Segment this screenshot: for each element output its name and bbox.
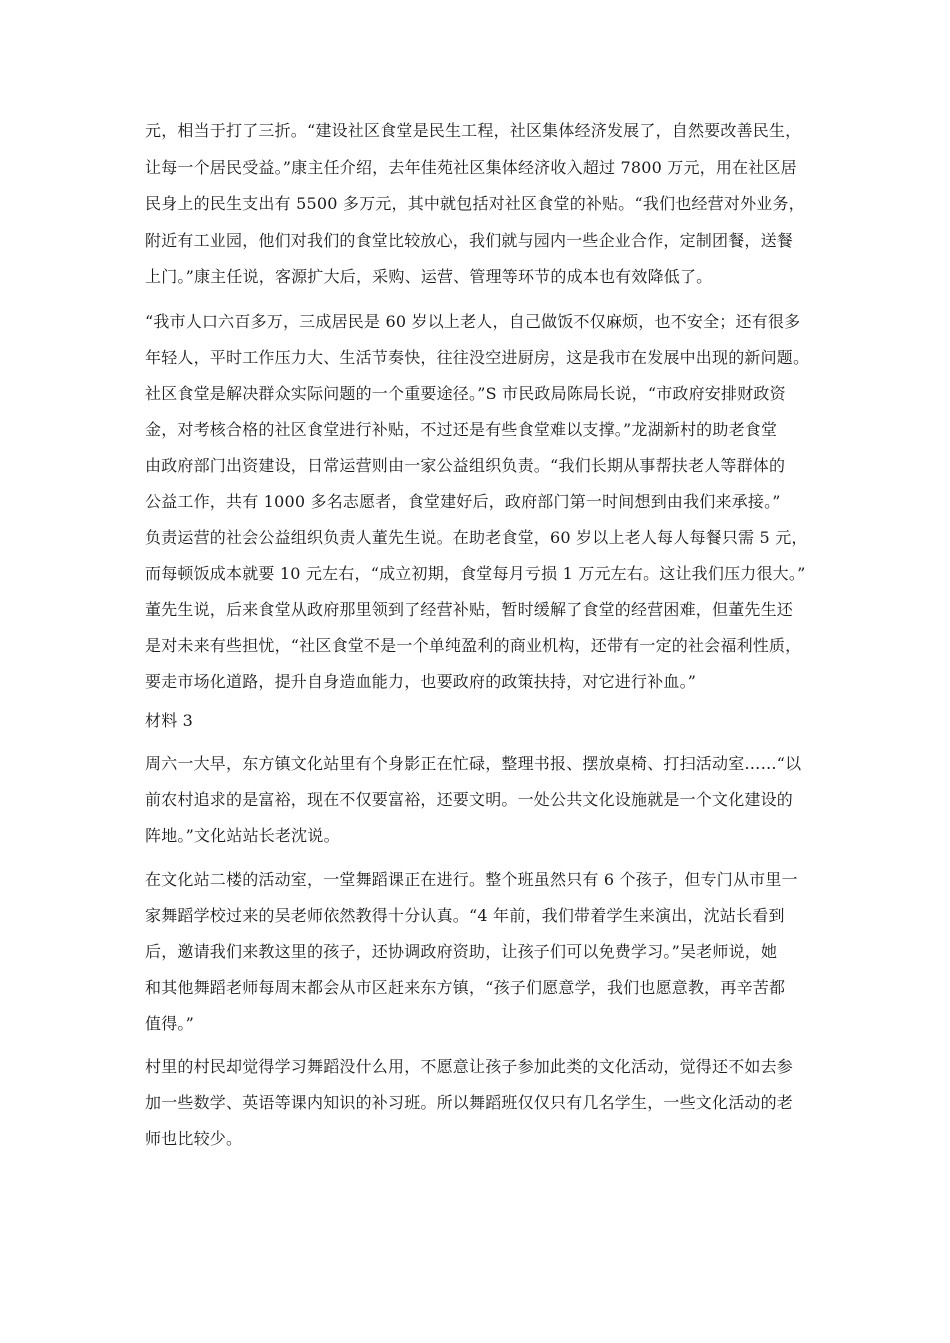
text-line: 阵地。”文化站站长老沈说。 — [145, 826, 340, 845]
text-line: 让每一个居民受益。”康主任介绍，去年佳苑社区集体经济收入超过 7800 万元，用在社区居 — [145, 158, 797, 177]
text-line: 加一些数学、英语等课内知识的补习班。所以舞蹈班仅仅只有几名学生，一些文化活动的老 — [145, 1093, 794, 1112]
text-line: 附近有工业园，他们对我们的食堂比较放心，我们就与园内一些企业合作，定制团餐，送餐 — [145, 231, 794, 250]
text-line: 上门。”康主任说，客源扩大后，采购、运营、管理等环节的成本也有效降低了。 — [145, 267, 713, 286]
text-line: 负责运营的社会公益组织负责人董先生说。在助老食堂，60 岁以上老人每人每餐只需 5 元， — [145, 528, 808, 547]
text-line: “我市人口六百多万，三成居民是 60 岁以上老人，自己做饭不仅麻烦，也不安全；还有很多 — [145, 312, 801, 331]
text-line: 师也比较少。 — [145, 1129, 243, 1148]
text-line: 周六一大早，东方镇文化站里有个身影正在忙碌，整理书报、摆放桌椅、打扫活动室……“以 — [145, 754, 802, 773]
text-line: 民身上的民生支出有 5500 多万元，其中就包括对社区食堂的补贴。“我们也经营对外业务， — [145, 194, 805, 213]
text-line: 前农村追求的是富裕，现在不仅要富裕，还要文明。一处公共文化设施就是一个文化建设的 — [145, 790, 794, 809]
text-line: 年轻人，平时工作压力大、生活节奏快，往往没空进厨房，这是我市在发展中出现的新问题。 — [145, 348, 810, 367]
text-line: 元，相当于打了三折。“建设社区食堂是民生工程，社区集体经济发展了，自然要改善民生， — [145, 121, 802, 140]
text-line: 家舞蹈学校过来的吴老师依然教得十分认真。“4 年前，我们带着学生来演出，沈站长看到 — [145, 906, 785, 925]
text-line: 董先生说，后来食堂从政府那里领到了经营补贴，暂时缓解了食堂的经营困难，但董先生还 — [145, 600, 794, 619]
section-heading: 材料 3 — [145, 711, 194, 730]
text-line: 金，对考核合格的社区食堂进行补贴，不过还是有些食堂难以支撑。”龙湖新村的助老食堂 — [145, 420, 778, 439]
text-line: 由政府部门出资建设，日常运营则由一家公益组织负责。“我们长期从事帮扶老人等群体的 — [145, 456, 786, 475]
text-line: 在文化站二楼的活动室，一堂舞蹈课正在进行。整个班虽然只有 6 个孩子，但专门从市里一 — [145, 870, 798, 889]
text-line: 而每顿饭成本就要 10 元左右，“成立初期，食堂每月亏损 1 万元左右。这让我们压力很大。” — [145, 564, 806, 583]
text-line: 公益工作，共有 1000 多名志愿者，食堂建好后，政府部门第一时间想到由我们来承接。” — [145, 492, 781, 511]
text-line: 后，邀请我们来教这里的孩子，还协调政府资助，让孩子们可以免费学习。”吴老师说，她 — [145, 942, 778, 961]
text-line: 是对未来有些担忧，“社区食堂不是一个单纯盈利的商业机构，还带有一定的社会福利性质， — [145, 636, 802, 655]
text-line: 值得。” — [145, 1014, 194, 1033]
text-line: 社区食堂是解决群众实际问题的一个重要途径。”S 市民政局陈局长说，“市政府安排财政资 — [145, 384, 786, 403]
text-line: 和其他舞蹈老师每周末都会从市区赶来东方镇，“孩子们愿意学，我们也愿意教，再辛苦都 — [145, 978, 786, 997]
text-line: 要走市场化道路，提升自身造血能力，也要政府的政策扶持，对它进行补血。” — [145, 672, 697, 691]
text-line: 村里的村民却觉得学习舞蹈没什么用，不愿意让孩子参加此类的文化活动，觉得还不如去参 — [145, 1057, 794, 1076]
